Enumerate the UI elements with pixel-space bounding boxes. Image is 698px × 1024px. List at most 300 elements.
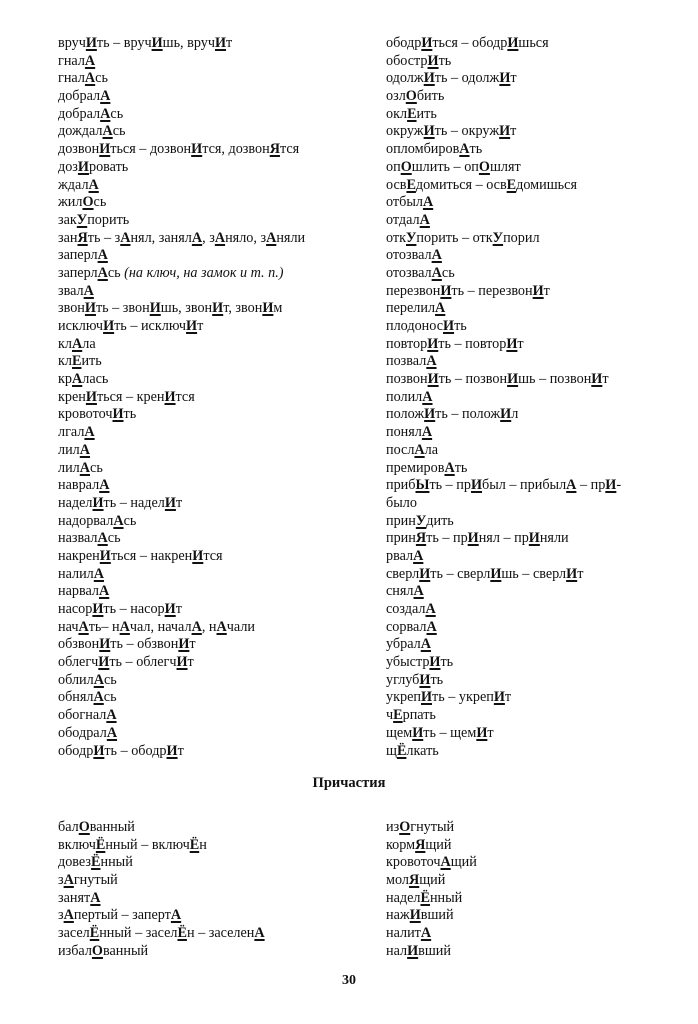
word-text: создал: [386, 601, 426, 617]
word-entry: [58, 513, 305, 531]
stressed-letter: И: [103, 318, 115, 334]
stressed-letter: А: [266, 229, 277, 246]
stressed-letter: Е: [71, 353, 82, 370]
stressed-letter: И: [262, 300, 274, 317]
word-entry: [58, 212, 305, 230]
word-text: нарвал: [58, 583, 99, 600]
word-text: сь: [95, 70, 108, 87]
word-entry: [58, 406, 305, 424]
stressed-letter: Ё: [189, 836, 200, 853]
word-entry: [386, 212, 621, 230]
stressed-letter: А: [78, 618, 89, 635]
word-entry: [58, 230, 305, 248]
verbs-left-column: [58, 35, 305, 760]
word-text: из: [386, 819, 400, 835]
stressed-letter: А: [419, 211, 430, 228]
stressed-letter: И: [506, 335, 518, 352]
stressed-letter: И: [407, 942, 419, 959]
stressed-letter: А: [413, 583, 424, 600]
word-entry: [58, 300, 305, 318]
stressed-letter: А: [440, 854, 451, 871]
word-text: ить: [81, 353, 102, 370]
stressed-letter: Ё: [89, 925, 100, 942]
word-text: одолж: [386, 70, 424, 87]
word-text: ть: [469, 141, 483, 158]
word-text: налит: [386, 925, 421, 942]
word-text: надел: [58, 494, 93, 511]
word-text: ть – пр: [429, 477, 471, 494]
word-entry: [386, 548, 621, 566]
stressed-letter: И: [99, 141, 111, 158]
word-text: ть – обзвон: [110, 636, 179, 653]
word-text: шь, вруч: [162, 35, 215, 51]
word-entry: [386, 943, 477, 961]
stressed-letter: И: [164, 494, 176, 511]
word-text: ть – укреп: [432, 689, 494, 706]
word-text: окруж: [386, 123, 424, 140]
word-text: н – заселен: [186, 925, 255, 942]
word-text: ть – одолж: [434, 70, 500, 87]
word-text: шлить – оп: [411, 158, 479, 175]
stressed-letter: Я: [269, 141, 280, 158]
word-text: ть – полож: [435, 406, 501, 423]
stressed-letter: А: [420, 925, 432, 942]
word-text: позвон: [386, 371, 428, 388]
word-text: т: [517, 335, 524, 352]
word-entry: [386, 424, 621, 442]
word-text: сверл: [386, 565, 420, 582]
stressed-letter: И: [443, 318, 455, 334]
word-text: был – прибыл: [482, 477, 567, 494]
word-text: з: [58, 872, 64, 889]
stressed-letter: И: [423, 70, 435, 87]
word-entry: [58, 925, 265, 943]
word-text: т: [543, 282, 550, 299]
word-entry: [386, 141, 621, 159]
stressed-letter: А: [63, 872, 74, 889]
word-text: т: [175, 494, 183, 511]
word-text: сь: [90, 459, 103, 476]
word-entry: [386, 371, 621, 389]
stressed-letter: И: [85, 35, 97, 51]
stressed-letter: И: [440, 282, 452, 299]
word-entry: [58, 88, 305, 106]
stressed-letter: И: [191, 141, 203, 158]
stressed-letter: А: [102, 123, 113, 140]
stressed-letter: А: [413, 547, 424, 564]
word-text: няли: [539, 530, 569, 547]
word-text: ждал: [58, 176, 89, 193]
word-entry: [58, 318, 305, 336]
word-text: щий: [419, 872, 446, 889]
word-entry: [386, 890, 477, 908]
word-text: отдал: [386, 211, 420, 228]
word-text: ч: [386, 707, 394, 724]
word-entry: [58, 619, 305, 637]
word-entry: [386, 837, 477, 855]
word-entry: [58, 35, 305, 53]
word-text: рвал: [386, 547, 414, 564]
stressed-letter: Ё: [177, 925, 187, 942]
word-text: дить: [426, 512, 454, 529]
page-number: 30: [342, 973, 356, 988]
word-entry: [58, 177, 305, 195]
stressed-letter: А: [566, 477, 577, 494]
stressed-letter: А: [84, 52, 96, 69]
word-text: ть – з: [87, 229, 121, 246]
stressed-letter: Е: [407, 105, 417, 122]
word-text: нный – включ: [105, 836, 190, 853]
word-text: ободрал: [58, 724, 107, 741]
word-text: облил: [58, 671, 94, 688]
word-text: сь: [112, 123, 126, 140]
word-text: ть – перезвон: [451, 282, 533, 299]
word-text: нный – засел: [99, 925, 178, 942]
word-text: осв: [386, 176, 407, 193]
stressed-letter: И: [212, 300, 224, 317]
word-text: лил: [58, 459, 80, 476]
stressed-letter: И: [99, 636, 111, 653]
word-text: добрал: [58, 88, 101, 105]
word-text: ть – вруч: [96, 35, 152, 51]
word-text: щий: [425, 836, 452, 853]
word-text: вший: [418, 942, 451, 959]
word-text: корм: [386, 836, 416, 853]
word-text: засел: [58, 925, 90, 942]
word-text: ла: [82, 335, 96, 352]
word-text: ться – ободр: [432, 35, 508, 51]
word-text: ть – сверл: [430, 565, 491, 582]
stressed-letter: И: [84, 300, 96, 317]
word-text: позвал: [386, 353, 427, 370]
stressed-letter: И: [499, 70, 511, 87]
stressed-letter: О: [400, 158, 412, 175]
word-text: , з: [202, 229, 215, 246]
word-text: кл: [58, 335, 72, 352]
word-text: л: [511, 406, 519, 423]
word-entry: [58, 672, 305, 690]
word-entry: [58, 442, 305, 460]
word-text: сь: [107, 530, 121, 547]
stressed-letter: И: [528, 530, 540, 547]
stressed-letter: О: [78, 819, 90, 835]
word-text: надел: [386, 889, 421, 906]
word-text: облегч: [58, 654, 99, 671]
word-text: ть – повтор: [438, 335, 507, 352]
word-text: няли: [276, 229, 306, 246]
word-text: углуб: [386, 671, 420, 688]
word-text: ть – облегч: [109, 654, 177, 671]
stressed-letter: Е: [393, 707, 403, 724]
word-text: опломбиров: [386, 141, 460, 158]
word-text: исключ: [58, 318, 104, 334]
word-text: т: [577, 565, 584, 582]
word-entry: [58, 265, 305, 283]
word-text: домишься: [516, 176, 577, 193]
stressed-letter: А: [100, 105, 111, 122]
stressed-letter: И: [532, 282, 544, 299]
word-entry: [58, 583, 305, 601]
stressed-letter: А: [72, 371, 83, 388]
stressed-letter: И: [507, 371, 519, 388]
word-text: ть: [454, 318, 467, 334]
word-entry: [386, 872, 477, 890]
stressed-letter: А: [88, 176, 99, 193]
word-text: нал: [386, 942, 408, 959]
stressed-letter: Ё: [95, 836, 106, 853]
word-entry: [386, 88, 621, 106]
word-entry: [58, 353, 305, 371]
word-text: вруч: [58, 35, 86, 51]
word-text: заперл: [58, 264, 98, 281]
word-text: ровать: [88, 158, 129, 175]
participles-left-column: [58, 819, 265, 961]
stressed-letter: Е: [506, 176, 517, 193]
stressed-letter: Ё: [91, 854, 101, 871]
word-text: лил: [58, 441, 80, 458]
stressed-letter: У: [406, 229, 417, 246]
word-entry: [58, 890, 265, 908]
word-entry: [386, 159, 621, 177]
word-text: отозвал: [386, 264, 432, 281]
stressed-letter: А: [431, 247, 442, 264]
stressed-letter: А: [84, 70, 96, 87]
word-entry: [58, 159, 305, 177]
stressed-letter: И: [93, 742, 105, 759]
word-text: нный: [100, 854, 133, 871]
word-text: ться – накрен: [110, 547, 193, 564]
stressed-letter: А: [420, 636, 431, 653]
word-entry: [386, 477, 621, 495]
stressed-letter: А: [422, 388, 433, 405]
word-text: перезвон: [386, 282, 441, 299]
word-text: зан: [58, 229, 78, 246]
word-text: порить – отк: [416, 229, 493, 246]
word-text: обогнал: [58, 707, 107, 724]
word-entry: [58, 424, 305, 442]
stressed-letter: И: [591, 371, 603, 388]
word-text: щем: [386, 724, 413, 741]
word-text: дождал: [58, 123, 103, 140]
word-entry: [58, 943, 265, 961]
word-entry: [58, 477, 305, 495]
word-entry: [386, 336, 621, 354]
word-text: т: [504, 689, 512, 706]
stressed-letter: И: [427, 52, 439, 69]
stressed-letter: И: [470, 477, 483, 494]
stressed-letter: Ё: [420, 889, 430, 906]
stressed-letter: И: [566, 565, 578, 582]
word-text: бал: [58, 819, 79, 835]
stressed-letter: О: [82, 194, 94, 211]
participles-right-column: [386, 819, 477, 961]
word-text: накрен: [58, 547, 100, 564]
stressed-letter: О: [478, 158, 490, 175]
word-text: ть: [454, 459, 468, 476]
word-text: , н: [201, 618, 217, 635]
stressed-letter: Ы: [415, 477, 430, 494]
word-text: кровоточ: [386, 854, 441, 871]
stressed-letter: О: [399, 819, 411, 835]
word-text: порил: [503, 229, 540, 246]
word-text: прин: [386, 512, 416, 529]
stressed-letter: А: [214, 229, 226, 246]
stressed-letter: И: [214, 35, 227, 51]
word-entry: [386, 53, 621, 71]
word-text: ть – исключ: [114, 318, 187, 334]
stressed-letter: А: [83, 282, 94, 299]
word-text: м: [273, 300, 283, 317]
word-entry: [58, 819, 265, 837]
word-entry: [58, 837, 265, 855]
word-entry: [386, 619, 621, 637]
word-entry: [58, 371, 305, 389]
word-text: т, звон: [223, 300, 263, 317]
word-entry: [58, 106, 305, 124]
word-entry: [58, 707, 305, 725]
word-text: ть – позвон: [438, 371, 508, 388]
word-entry: [58, 601, 305, 619]
word-text: гнал: [58, 70, 85, 87]
stressed-letter: А: [93, 689, 104, 706]
word-entry: [58, 743, 305, 761]
stressed-letter: И: [192, 547, 204, 564]
word-entry: [386, 283, 621, 301]
word-text: отбыл: [386, 194, 423, 211]
word-text: укреп: [386, 689, 421, 706]
word-entry: [58, 70, 305, 88]
word-entry: [386, 406, 621, 424]
stressed-letter: Я: [415, 530, 427, 547]
word-entry: [58, 194, 305, 212]
word-entry: [58, 336, 305, 354]
word-text: т: [177, 742, 184, 759]
word-text: плодонос: [386, 318, 444, 334]
word-entry: [58, 247, 305, 265]
stressed-letter: У: [76, 211, 88, 228]
stressed-letter: Ё: [396, 742, 407, 759]
word-text: ть– н: [88, 618, 120, 635]
word-text: ть – насор: [103, 601, 165, 617]
word-entry: [386, 265, 621, 283]
word-text: бить: [416, 88, 445, 105]
stressed-letter: И: [151, 35, 163, 51]
word-text: сорвал: [386, 618, 427, 635]
stressed-letter: У: [492, 229, 504, 246]
word-text: кл: [58, 353, 72, 370]
word-text: т: [487, 724, 494, 741]
word-text: жил: [58, 194, 83, 211]
word-text: – пр: [576, 477, 606, 494]
word-text: обнял: [58, 689, 94, 706]
word-text: полил: [386, 388, 423, 405]
word-text: премиров: [386, 459, 445, 476]
word-text: посл: [386, 441, 415, 458]
word-text: занят: [58, 889, 91, 906]
stressed-letter: А: [425, 601, 436, 617]
word-text: повтор: [386, 335, 428, 352]
stressed-letter: И: [500, 406, 512, 423]
word-entry: [386, 442, 621, 460]
usage-note: (на ключ, на замок и т. п.): [120, 264, 284, 281]
word-text: ть – щем: [423, 724, 477, 741]
word-entry: [386, 743, 621, 761]
word-text: чали: [226, 618, 255, 635]
word-text: лкать: [406, 742, 439, 759]
word-text: з: [58, 907, 64, 924]
stressed-letter: И: [493, 689, 505, 706]
section-title: Причастия: [312, 775, 386, 791]
word-text: кр: [58, 371, 72, 388]
stressed-letter: А: [99, 583, 110, 600]
word-text: звал: [58, 282, 84, 299]
word-text: ть: [438, 52, 452, 69]
stressed-letter: А: [191, 618, 202, 635]
stressed-letter: И: [92, 601, 104, 617]
word-text: звон: [58, 300, 85, 317]
word-entry: [386, 300, 621, 318]
word-text: надорвал: [58, 512, 114, 529]
word-text: зак: [58, 211, 77, 228]
word-entry: [58, 389, 305, 407]
word-text: ться – крен: [96, 388, 165, 405]
word-text: озл: [386, 88, 406, 105]
word-entry: [386, 460, 621, 478]
word-entry: [386, 689, 621, 707]
stressed-letter: Е: [406, 176, 416, 193]
word-text: наврал: [58, 477, 100, 494]
word-text: няло, з: [225, 229, 267, 246]
stressed-letter: А: [435, 300, 446, 317]
word-entry: [386, 654, 621, 672]
stressed-letter: И: [149, 300, 161, 317]
word-text: нный: [429, 889, 463, 906]
word-entry: [386, 583, 621, 601]
stressed-letter: И: [423, 123, 435, 140]
word-entry: [386, 353, 621, 371]
verbs-right-column: [386, 35, 621, 760]
stressed-letter: И: [427, 371, 439, 388]
word-entry: [386, 513, 621, 531]
word-text: домиться – осв: [415, 176, 507, 193]
stressed-letter: А: [93, 671, 104, 688]
word-text: обостр: [386, 52, 428, 69]
stressed-letter: А: [191, 229, 203, 246]
word-text: т: [510, 123, 517, 140]
stressed-letter: А: [414, 441, 425, 458]
word-text: нял – пр: [478, 530, 529, 547]
word-text: ванный: [102, 942, 149, 959]
stressed-letter: А: [431, 264, 442, 281]
word-entry: [386, 70, 621, 88]
stressed-letter: А: [93, 565, 105, 582]
stressed-letter: О: [405, 88, 417, 105]
stressed-letter: А: [106, 707, 117, 724]
word-entry: [386, 247, 621, 265]
word-entry: [58, 907, 265, 925]
word-entry: [386, 530, 621, 548]
word-entry: [386, 318, 621, 336]
word-entry: [58, 566, 305, 584]
stressed-letter: А: [71, 335, 83, 352]
word-entry: [58, 53, 305, 71]
word-text: т: [226, 35, 233, 51]
word-text: сь: [110, 105, 124, 122]
word-text: нач: [58, 618, 79, 635]
word-text: мол: [386, 872, 409, 889]
stressed-letter: И: [499, 123, 511, 140]
word-text: сь: [103, 689, 117, 706]
